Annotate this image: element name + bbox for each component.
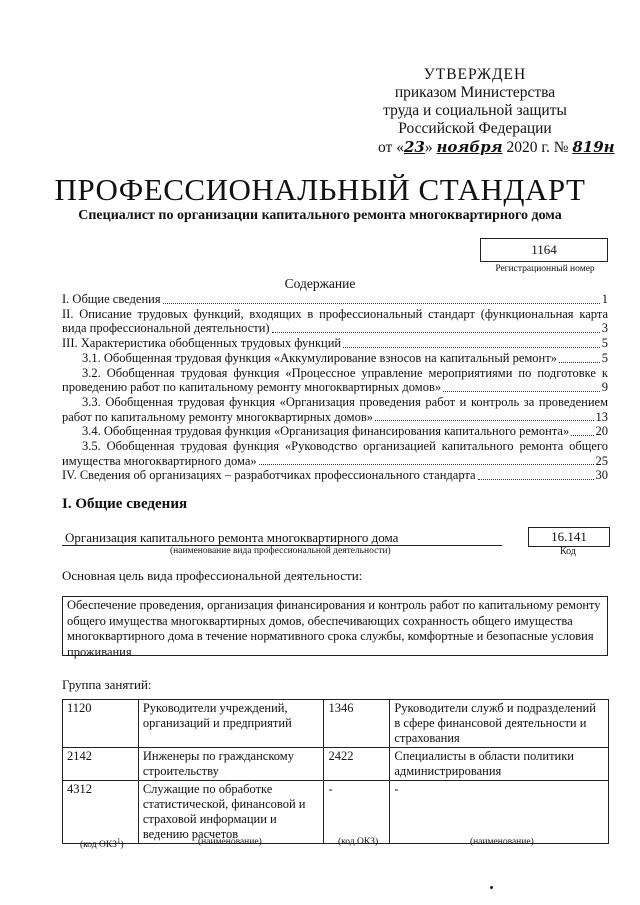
okz-code-cell: 2142	[63, 748, 139, 781]
okz-code-footnote-caption: (код ОКЗ$^1$)	[80, 837, 124, 851]
document-title: ПРОФЕССИОНАЛЬНЫЙ СТАНДАРТ	[54, 172, 586, 207]
goal-label: Основная цель вида профессиональной деятельности:	[62, 568, 363, 583]
registration-number-label: Регистрационный номер	[495, 264, 595, 274]
approval-date	[360, 138, 615, 157]
table-row	[63, 700, 609, 748]
code-caption: Код	[560, 546, 576, 557]
occupation-name-cell: Инженеры по гражданскому строительству	[138, 748, 324, 781]
toc-entry[interactable]: III. Характеристика обобщенных трудовых функций 5	[62, 336, 608, 351]
handwritten-month: ноября	[436, 138, 503, 156]
handwritten-number: 819н	[572, 138, 615, 156]
toc-entry[interactable]: 3.1. Обобщенная трудовая функция «Аккумулирование взносов на капитальный ремонт» 5	[82, 350, 608, 365]
toc-entry[interactable]: 3.4. Обобщенная трудовая функция «Организация финансирования капитального ремонта» 20	[82, 424, 608, 439]
okz-code-cell: 2422	[324, 748, 390, 781]
okz-code-cell: 4312	[63, 781, 139, 844]
okz-code-cell: -	[324, 781, 390, 844]
table-row	[63, 748, 609, 781]
toc-entry[interactable]: II. Описание трудовых функций, входящих в профессиональный стандарт (функциональная карта вида профессиональной деятельности) 3	[62, 306, 608, 336]
okz-code-caption: (код ОКЗ)	[338, 837, 379, 847]
occupation-name-cell: Служащие по обработке статистической, финансовой и страховой информации и ведению расчетов	[138, 781, 324, 844]
toc-entry[interactable]: 3.5. Обобщенная трудовая функция «Руководство организацией капитального ремонта общего имущества многоквартирного дома» 25	[62, 439, 608, 468]
occupation-name-cell: Специалисты в области политики администрирования	[390, 748, 609, 781]
registration-number-box: 1164	[480, 238, 608, 262]
table-row	[63, 781, 609, 844]
date-mid: »	[424, 139, 437, 156]
occupation-name-cell: Руководители служб и подразделений в сфере финансовой деятельности и страхования	[390, 700, 609, 748]
date-year: 2020 г. №	[502, 139, 573, 156]
document-subtitle: Специалист по организации капитального ремонта многоквартирного дома	[78, 208, 562, 223]
approval-line: приказом Министерства	[394, 84, 556, 101]
okz-code-cell: 1346	[324, 700, 390, 748]
name-caption: (наименование)	[198, 837, 262, 847]
activity-code: 16.141	[528, 527, 610, 547]
approval-heading: УТВЕРЖДЕН	[423, 66, 527, 83]
toc-entry[interactable]: 3.2. Обобщенная трудовая функция «Процессное управление мероприятиями по подготовке к проведению работ по капитальному ремонту многоквартирных домов» 9	[62, 365, 608, 395]
section-heading: I. Общие сведения	[62, 496, 188, 512]
occupation-name-cell: -	[390, 781, 609, 844]
occupation-table	[62, 699, 609, 844]
toc-entry[interactable]: I. Общие сведения 1	[62, 292, 608, 306]
occupation-name-cell: Руководители учреждений, организаций и предприятий	[138, 700, 324, 748]
contents-title: Содержание	[284, 276, 356, 291]
name-caption: (наименование)	[470, 837, 534, 847]
goal-text: Обеспечение проведения, организация финансирования и контроль работ по капитальному ремонту общего имущества многоквартирных домов, обеспечивающих сохранность общего имущества многоквартирного дома в течение нормативного срока службы, комфортные и безопасные условия проживания	[62, 596, 608, 656]
toc-entry[interactable]: 3.3. Обобщенная трудовая функция «Организация проведения работ и контроль за проведением работ по капитальному ремонту многоквартирных домов» 13	[62, 394, 608, 424]
activity-name: Организация капитального ремонта многоквартирного дома	[62, 529, 502, 546]
date-prefix: от «	[378, 139, 404, 156]
approval-line: Российской Федерации	[398, 120, 552, 137]
handwritten-day: 23	[403, 138, 425, 156]
approval-line: труда и социальной защиты	[383, 102, 567, 119]
occupation-group-label: Группа занятий:	[62, 677, 152, 692]
activity-caption: (наименование вида профессиональной деятельности)	[170, 546, 391, 556]
approval-block	[360, 66, 615, 157]
stray-mark	[490, 886, 493, 889]
table-of-contents	[62, 292, 608, 483]
toc-entry[interactable]: IV. Сведения об организациях – разработчиках профессионального стандарта 30	[62, 468, 608, 483]
okz-code-cell: 1120	[63, 700, 139, 748]
